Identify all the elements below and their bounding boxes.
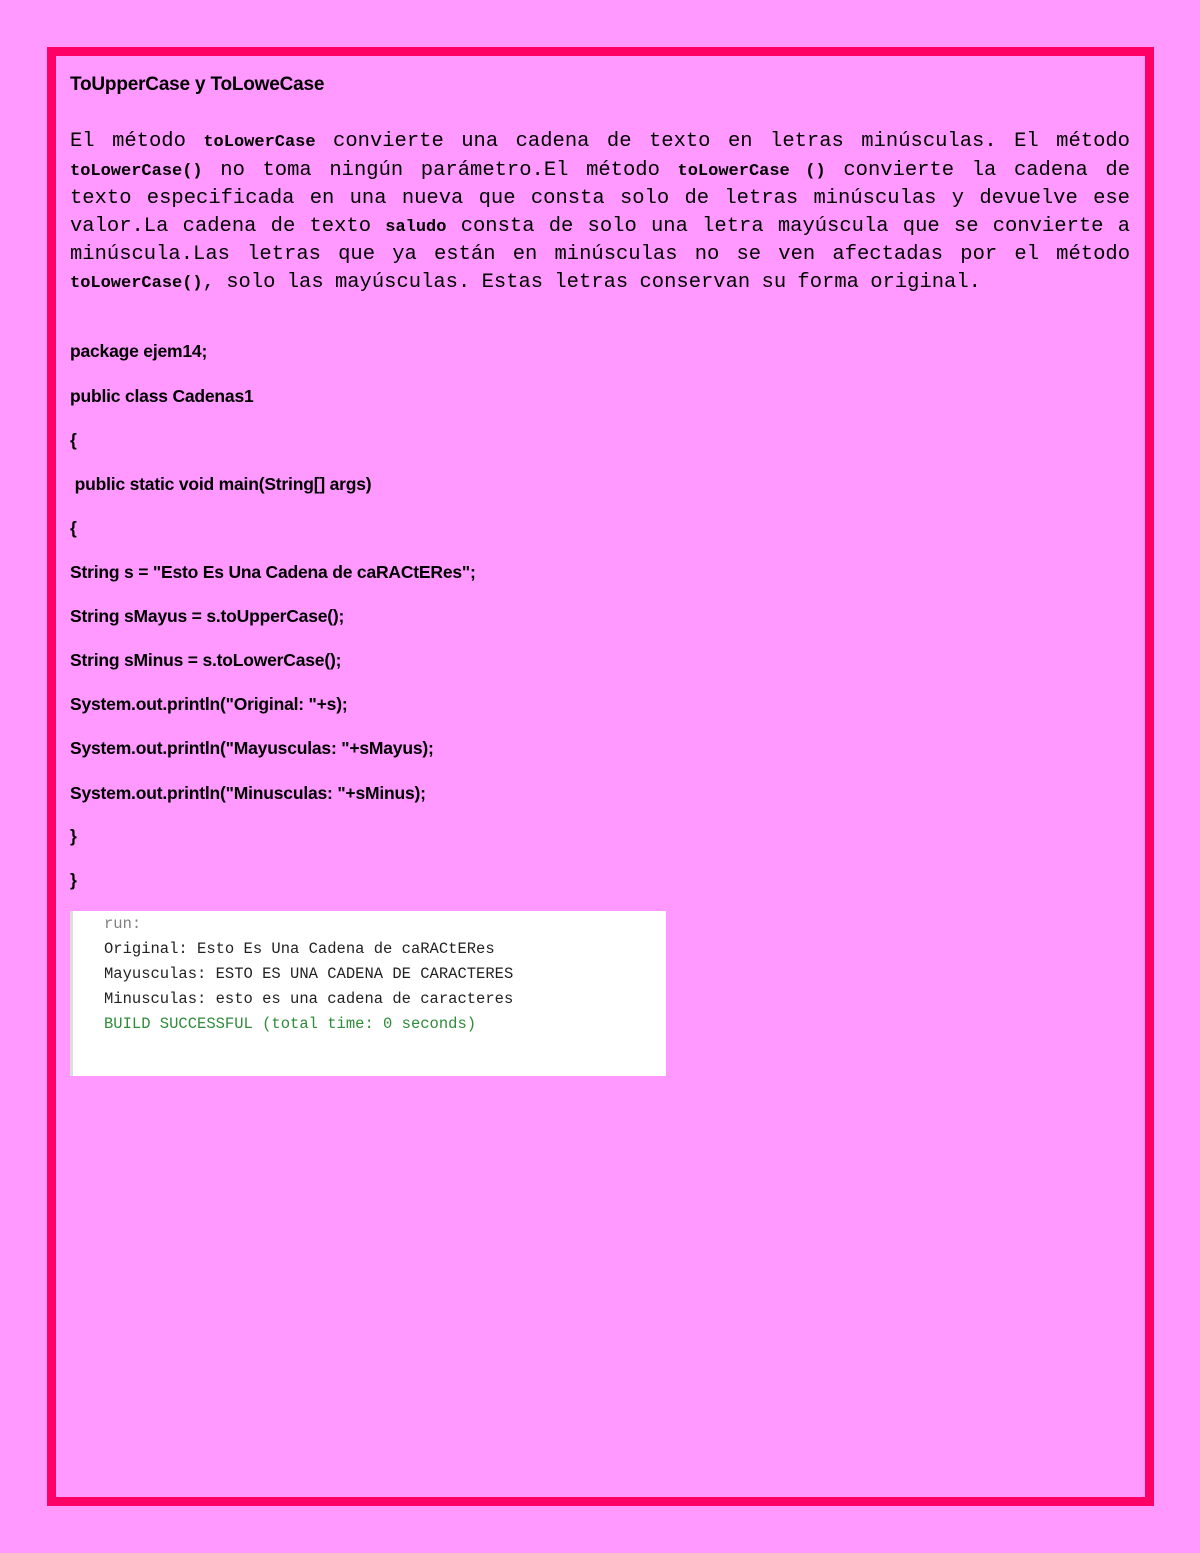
code-line-close-brace-class: } <box>70 870 77 890</box>
code-line-string-sminus: String sMinus = s.toLowerCase(); <box>70 650 342 670</box>
console-minusculas-line: Minusculas: esto es una cadena de caracteres <box>104 990 514 1008</box>
inline-code-tolowercase-space: toLowerCase () <box>677 161 826 181</box>
inline-code-tolowercase: toLowerCase <box>203 133 316 152</box>
console-original-line: Original: Esto Es Una Cadena de caRACtERes <box>104 940 495 958</box>
intro-text-2: convierte una cadena de texto en letras minúsculas. El método <box>315 130 1130 153</box>
intro-text-1: El método <box>70 130 204 153</box>
inline-code-tolowercase-call: toLowerCase() <box>70 161 203 181</box>
intro-text-4: convierte la cadena de texto especificada en una nueva que consta solo de letras minúsculas y devuelve ese valor.La cadena de texto <box>70 158 1131 238</box>
intro-text-6: , solo las mayúsculas. Estas letras conservan su forma original. <box>202 270 981 294</box>
intro-text-5: consta de solo una letra mayúscula que se convierte a minúscula.Las letras que ya están en minúsculas no se ven afectadas por el método <box>70 214 1130 266</box>
code-line-open-brace: { <box>70 430 77 450</box>
code-line-main-decl: public static void main(String[] args) <box>70 474 372 494</box>
code-line-package: package ejem14; <box>70 341 208 361</box>
document-title: ToUpperCase y ToLoweCase <box>70 74 325 95</box>
code-line-close-brace-main: } <box>70 826 77 846</box>
inline-code-saludo: saludo <box>385 217 447 237</box>
console-mayusculas-line: Mayusculas: ESTO ES UNA CADENA DE CARACTERES <box>104 965 514 983</box>
console-output-screenshot <box>70 911 666 1076</box>
code-line-string-s: String s = "Esto Es Una Cadena de caRACtERes"; <box>70 562 476 582</box>
code-line-class-decl: public class Cadenas1 <box>70 386 254 406</box>
intro-text-3: no toma ningún parámetro.El método <box>202 158 678 182</box>
code-line-print-original: System.out.println("Original: "+s); <box>70 694 348 714</box>
console-run-line: run: <box>104 915 142 933</box>
inline-code-tolowercase-end: toLowerCase() <box>70 273 203 293</box>
code-line-print-minusculas: System.out.println("Minusculas: "+sMinus); <box>70 783 426 803</box>
console-build-status-line: BUILD SUCCESSFUL (total time: 0 seconds) <box>104 1015 477 1033</box>
code-line-print-mayusculas: System.out.println("Mayusculas: "+sMayus); <box>70 738 434 758</box>
intro-paragraph <box>70 128 1130 297</box>
code-line-string-smayus: String sMayus = s.toUpperCase(); <box>70 606 345 626</box>
code-line-open-brace-main: { <box>70 518 77 538</box>
